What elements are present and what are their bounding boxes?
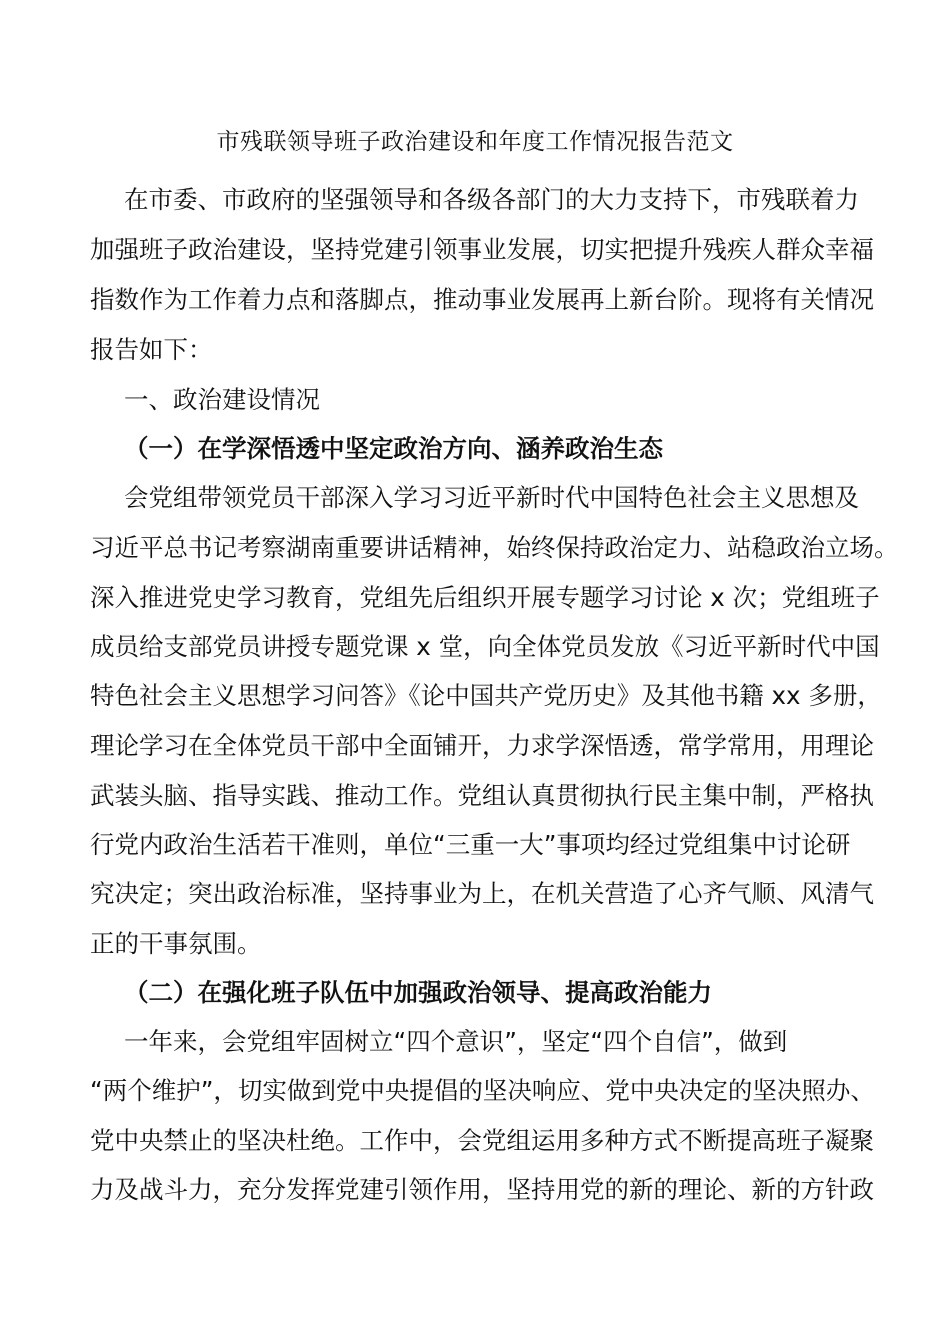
- section-heading: 一、政治建设情况: [124, 385, 320, 414]
- body-line: 行党内政治生活若干准则，单位“三重一大”事项均经过党组集中讨论研: [90, 830, 851, 859]
- body-line: 正的干事氛围。: [90, 929, 262, 958]
- document-title: 市残联领导班子政治建设和年度工作情况报告范文: [216, 129, 734, 155]
- intro-line: 在市委、市政府的坚强领导和各级各部门的大力支持下，市残联着力: [124, 185, 859, 214]
- intro-line: 报告如下：: [90, 335, 213, 364]
- body-line: 特色社会主义思想学习问答》《论中国共产党历史》及其他书籍 xx 多册，: [90, 681, 882, 710]
- body-line: 党中央禁止的坚决杜绝。工作中，会党组运用多种方式不断提高班子凝聚: [90, 1126, 874, 1155]
- body-line: 一年来，会党组牢固树立“四个意识”，坚定“四个自信”，做到: [124, 1027, 788, 1056]
- body-line: 成员给支部党员讲授专题党课 x 堂，向全体党员发放《习近平新时代中国: [90, 632, 880, 661]
- body-line: “两个维护”，切实做到党中央提倡的坚决响应、党中央决定的坚决照办、: [90, 1076, 875, 1105]
- body-line: 深入推进党史学习教育，党组先后组织开展专题学习讨论 x 次；党组班子: [90, 583, 880, 612]
- body-line: 理论学习在全体党员干部中全面铺开，力求学深悟透，常学常用，用理论: [90, 731, 874, 760]
- body-line: 武装头脑、指导实践、推动工作。党组认真贯彻执行民主集中制，严格执: [90, 781, 874, 810]
- body-line: 究决定；突出政治标准，坚持事业为上，在机关营造了心齐气顺、风清气: [90, 879, 874, 908]
- intro-line: 指数作为工作着力点和落脚点，推动事业发展再上新台阶。现将有关情况: [90, 285, 874, 314]
- intro-line: 加强班子政治建设，坚持党建引领事业发展，切实把提升残疾人群众幸福: [90, 235, 874, 264]
- body-line: 力及战斗力，充分发挥党建引领作用，坚持用党的新的理论、新的方针政: [90, 1175, 874, 1204]
- body-line: 习近平总书记考察湖南重要讲话精神，始终保持政治定力、站稳政治立场。: [90, 533, 899, 562]
- subsection-heading: （二）在强化班子队伍中加强政治领导、提高政治能力: [124, 978, 712, 1007]
- subsection-heading: （一）在学深悟透中坚定政治方向、涵养政治生态: [124, 434, 663, 463]
- body-line: 会党组带领党员干部深入学习习近平新时代中国特色社会主义思想及: [124, 483, 859, 512]
